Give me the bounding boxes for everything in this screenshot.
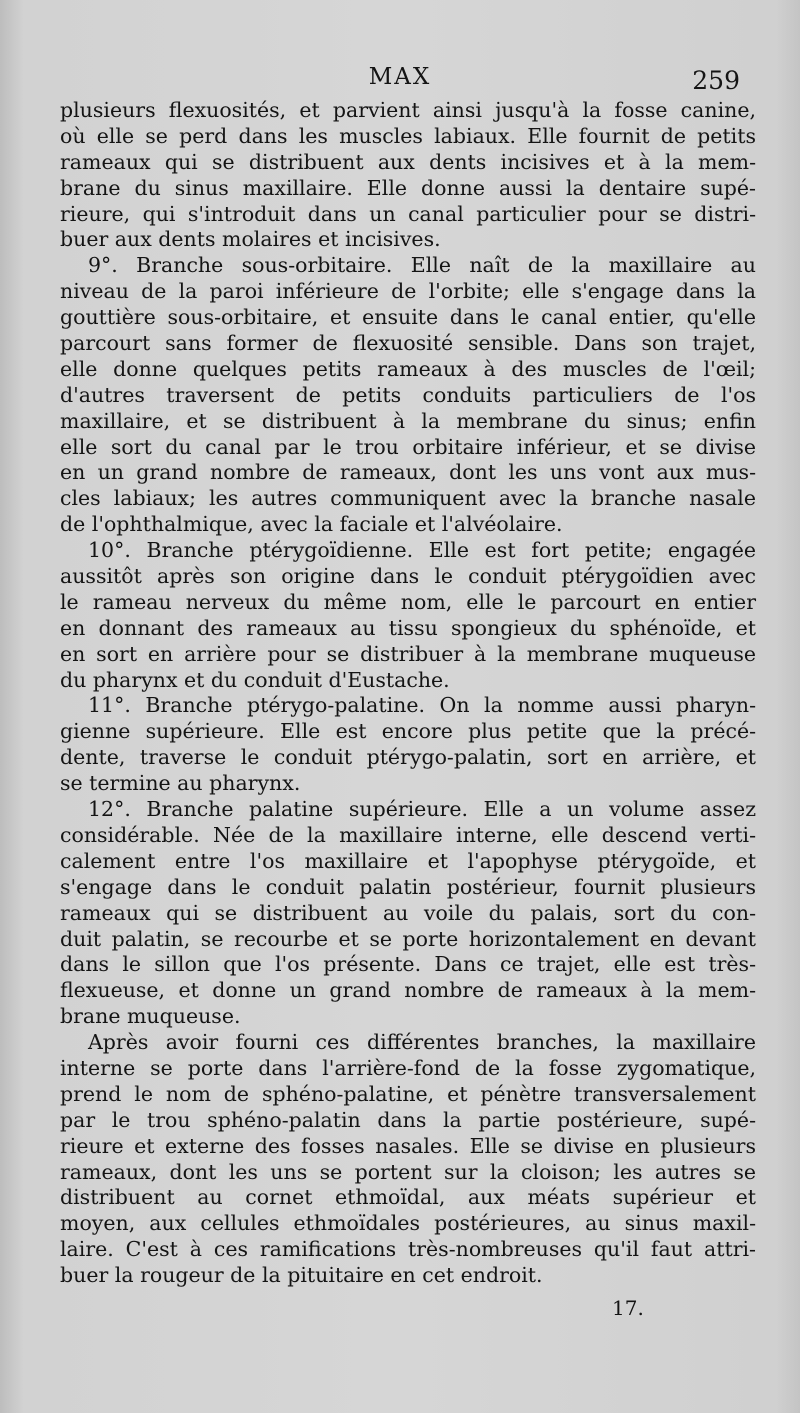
text-line: laire. C'est à ces ramifications très-nombreuses qu'il faut attri-	[60, 1237, 756, 1262]
text-line: rameaux, dont les uns se portent sur la cloison; les autres se	[60, 1159, 756, 1184]
running-head: MAX	[368, 64, 432, 90]
text-line: considérable. Née de la maxillaire interne, elle descend verti-	[60, 822, 756, 847]
text-line: parcourt sans former de flexuosité sensible. Dans son trajet,	[60, 331, 756, 356]
text-line: dente, traverse le conduit ptérygo-palatin, sort en arrière, et	[60, 745, 756, 770]
text-line: du pharynx et du conduit d'Eustache.	[60, 667, 450, 692]
text-line: le rameau nerveux du même nom, elle le parcourt en entier	[60, 589, 756, 614]
text-line: elle sort du canal par le trou orbitaire inférieur, et se divise	[60, 434, 756, 459]
text-line: brane muqueuse.	[60, 1004, 241, 1029]
text-line: 10°. Branche ptérygoïdienne. Elle est fort petite; engagée	[88, 538, 756, 563]
text-line: où elle se perd dans les muscles labiaux. Elle fournit de petits	[60, 123, 756, 148]
text-line: distribuent au cornet ethmoïdal, aux méats supérieur et	[60, 1185, 756, 1210]
text-line: gouttière sous-orbitaire, et ensuite dans le canal entier, qu'elle	[60, 305, 756, 330]
text-line: aussitôt après son origine dans le conduit ptérygoïdien avec	[60, 564, 756, 589]
text-line: d'autres traversent de petits conduits particuliers de l'os	[60, 382, 756, 407]
text-line: 12°. Branche palatine supérieure. Elle a un volume assez	[88, 797, 756, 822]
text-line: niveau de la paroi inférieure de l'orbite; elle s'engage dans la	[60, 279, 756, 304]
text-line: prend le nom de sphéno-palatine, et pénètre transversalement	[60, 1081, 756, 1106]
text-line: rameaux qui se distribuent aux dents incisives et à la mem-	[60, 149, 756, 174]
text-line: en sort en arrière pour se distribuer à la membrane muqueuse	[60, 641, 756, 666]
text-line: en donnant des rameaux au tissu spongieux du sphénoïde, et	[60, 615, 756, 640]
text-line: brane du sinus maxillaire. Elle donne aussi la dentaire supé-	[60, 175, 756, 200]
text-line: plusieurs flexuosités, et parvient ainsi jusqu'à la fosse canine,	[60, 98, 756, 122]
text-line: flexueuse, et donne un grand nombre de rameaux à la mem-	[60, 978, 756, 1003]
text-line: buer aux dents molaires et incisives.	[60, 227, 441, 252]
page-number: 259	[692, 66, 740, 95]
text-line: 11°. Branche ptérygo-palatine. On la nomme aussi pharyn-	[88, 693, 756, 718]
text-line: s'engage dans le conduit palatin postérieur, fournit plusieurs	[60, 874, 756, 899]
text-line: de l'ophthalmique, avec la faciale et l'alvéolaire.	[60, 512, 563, 537]
text-line: maxillaire, et se distribuent à la membrane du sinus; enfin	[60, 408, 756, 433]
text-line: cles labiaux; les autres communiquent avec la branche nasale	[60, 486, 756, 511]
text-line: elle donne quelques petits rameaux à des muscles de l'œil;	[60, 356, 756, 381]
body-text	[60, 98, 756, 1289]
text-line: Après avoir fourni ces différentes branches, la maxillaire	[88, 1030, 756, 1055]
text-line: buer la rougeur de la pituitaire en cet endroit.	[60, 1263, 543, 1288]
text-line: rieure et externe des fosses nasales. Elle se divise en plusieurs	[60, 1133, 756, 1158]
text-line: moyen, aux cellules ethmoïdales postérieures, au sinus maxil-	[60, 1211, 756, 1236]
text-line: duit palatin, se recourbe et se porte horizontalement en devant	[60, 926, 756, 951]
text-line: interne se porte dans l'arrière-fond de la fosse zygomatique,	[60, 1055, 756, 1080]
text-line: par le trou sphéno-palatin dans la partie postérieure, supé-	[60, 1107, 756, 1132]
text-line: gienne supérieure. Elle est encore plus petite que la précé-	[60, 719, 756, 744]
text-line: 9°. Branche sous-orbitaire. Elle naît de la maxillaire au	[88, 253, 756, 278]
page-header	[60, 64, 740, 98]
text-line: en un grand nombre de rameaux, dont les uns vont aux mus-	[60, 460, 756, 485]
text-line: dans le sillon que l'os présente. Dans ce trajet, elle est très-	[60, 952, 756, 977]
text-line: calement entre l'os maxillaire et l'apophyse ptérygoïde, et	[60, 848, 756, 873]
text-line: rameaux qui se distribuent au voile du palais, sort du con-	[60, 900, 756, 925]
signature-mark: 17.	[612, 1296, 644, 1320]
text-line: rieure, qui s'introduit dans un canal particulier pour se distri-	[60, 201, 756, 226]
text-line: se termine au pharynx.	[60, 771, 301, 796]
